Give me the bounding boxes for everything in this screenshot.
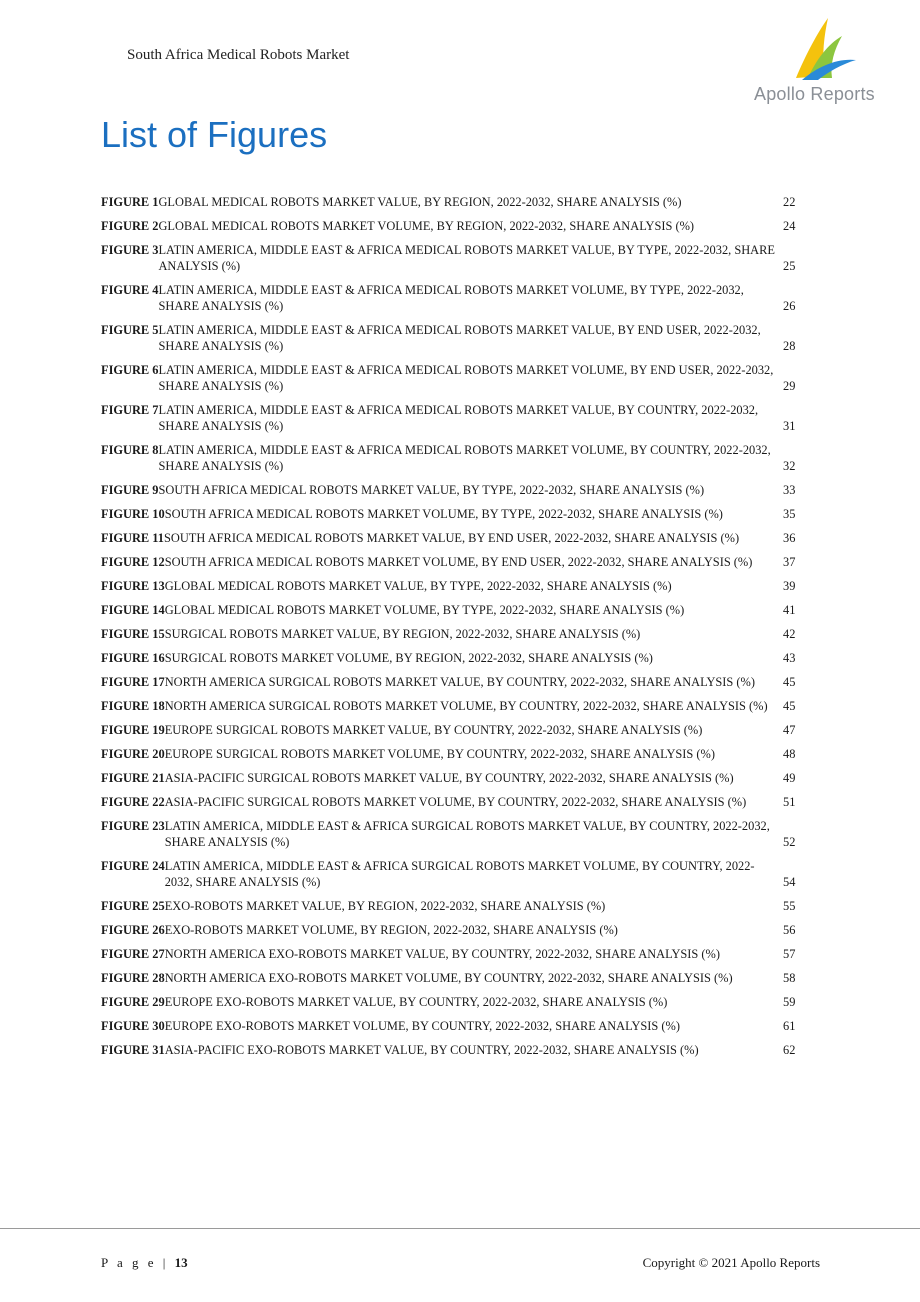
figure-label: FIGURE 14 (101, 603, 165, 617)
figure-page-number: 43 (783, 651, 796, 665)
figure-page-number: 55 (783, 899, 796, 913)
figure-title: GLOBAL MEDICAL ROBOTS MARKET VOLUME, BY TYPE, 2022-2032, SHARE ANALYSIS (%) (164, 603, 685, 617)
figure-label: FIGURE 18 (101, 699, 165, 713)
figure-label: FIGURE 17 (101, 675, 165, 689)
figure-label: FIGURE 5 (101, 323, 159, 337)
figure-label: FIGURE 19 (101, 723, 165, 737)
figure-entry[interactable] (101, 1018, 821, 1034)
figure-page-number: 47 (783, 723, 796, 737)
figure-page-number: 33 (783, 483, 796, 497)
figure-entry[interactable] (101, 698, 821, 714)
figure-page-number: 37 (783, 555, 796, 569)
figure-title: LATIN AMERICA, MIDDLE EAST & AFRICA MEDICAL ROBOTS MARKET VOLUME, BY COUNTRY, 2022-2032, SHARE ANALYSIS (%) (158, 443, 771, 473)
figure-label: FIGURE 1 (101, 195, 159, 209)
figure-entry[interactable] (101, 554, 821, 570)
figure-page-number: 61 (783, 1019, 796, 1033)
document-header-title: South Africa Medical Robots Market (127, 47, 350, 63)
figure-title: NORTH AMERICA EXO-ROBOTS MARKET VALUE, BY COUNTRY, 2022-2032, SHARE ANALYSIS (%) (164, 947, 720, 961)
figure-page-number: 39 (783, 579, 796, 593)
figure-entry[interactable] (101, 218, 821, 234)
figure-entry[interactable] (101, 650, 821, 666)
figure-label: FIGURE 7 (101, 403, 159, 417)
figure-entry[interactable] (101, 922, 821, 938)
figure-entry[interactable] (101, 602, 821, 618)
figure-entry[interactable] (101, 770, 821, 786)
figure-title: GLOBAL MEDICAL ROBOTS MARKET VOLUME, BY REGION, 2022-2032, SHARE ANALYSIS (%) (158, 219, 695, 233)
figure-title: SURGICAL ROBOTS MARKET VALUE, BY REGION, 2022-2032, SHARE ANALYSIS (%) (164, 627, 641, 641)
figure-page-number: 57 (783, 947, 796, 961)
figure-entry[interactable] (101, 242, 821, 274)
figure-entry[interactable] (101, 530, 821, 546)
figure-entry[interactable] (101, 674, 821, 690)
figure-title: EUROPE SURGICAL ROBOTS MARKET VALUE, BY COUNTRY, 2022-2032, SHARE ANALYSIS (%) (164, 723, 703, 737)
figure-label: FIGURE 27 (101, 947, 165, 961)
figure-entry[interactable] (101, 746, 821, 762)
figure-label: FIGURE 16 (101, 651, 165, 665)
figure-title: LATIN AMERICA, MIDDLE EAST & AFRICA MEDICAL ROBOTS MARKET VOLUME, BY END USER, 2022-2032, SHARE ANALYSIS (%) (158, 363, 774, 393)
figure-title: ASIA-PACIFIC SURGICAL ROBOTS MARKET VOLUME, BY COUNTRY, 2022-2032, SHARE ANALYSIS (%) (164, 795, 747, 809)
footer-divider (0, 1228, 920, 1229)
footer-copyright: Copyright © 2021 Apollo Reports (642, 1255, 820, 1270)
figure-page-number: 59 (783, 995, 796, 1009)
figure-title: LATIN AMERICA, MIDDLE EAST & AFRICA MEDICAL ROBOTS MARKET VALUE, BY COUNTRY, 2022-2032, SHARE ANALYSIS (%) (158, 403, 759, 433)
figure-title: SOUTH AFRICA MEDICAL ROBOTS MARKET VOLUME, BY TYPE, 2022-2032, SHARE ANALYSIS (%) (164, 507, 723, 521)
figure-title: NORTH AMERICA SURGICAL ROBOTS MARKET VALUE, BY COUNTRY, 2022-2032, SHARE ANALYSIS (%) (164, 675, 755, 689)
figure-label: FIGURE 25 (101, 899, 165, 913)
figure-entry[interactable] (101, 482, 821, 498)
figure-entry[interactable] (101, 794, 821, 810)
logo-mark-icon (788, 14, 860, 82)
figure-label: FIGURE 11 (101, 531, 164, 545)
figure-page-number: 49 (783, 771, 796, 785)
apollo-reports-logo (748, 14, 898, 109)
figure-label: FIGURE 12 (101, 555, 165, 569)
figure-page-number: 62 (783, 1043, 796, 1057)
figure-page-number: 41 (783, 603, 796, 617)
figure-label: FIGURE 6 (101, 363, 159, 377)
figure-title: EUROPE EXO-ROBOTS MARKET VALUE, BY COUNTRY, 2022-2032, SHARE ANALYSIS (%) (164, 995, 668, 1009)
figure-entry[interactable] (101, 506, 821, 522)
figure-entry[interactable] (101, 1042, 821, 1058)
figure-entry[interactable] (101, 194, 821, 210)
figure-page-number: 56 (783, 923, 796, 937)
figure-label: FIGURE 9 (101, 483, 159, 497)
figure-entry[interactable] (101, 282, 821, 314)
figure-label: FIGURE 24 (101, 859, 165, 873)
figure-label: FIGURE 13 (101, 579, 165, 593)
figure-page-number: 45 (783, 675, 796, 689)
figure-label: FIGURE 2 (101, 219, 159, 233)
figure-title: NORTH AMERICA SURGICAL ROBOTS MARKET VOLUME, BY COUNTRY, 2022-2032, SHARE ANALYSIS (%) (164, 699, 768, 713)
figure-title: ASIA-PACIFIC SURGICAL ROBOTS MARKET VALUE, BY COUNTRY, 2022-2032, SHARE ANALYSIS (%) (164, 771, 734, 785)
figure-label: FIGURE 30 (101, 1019, 165, 1033)
figure-page-number: 32 (783, 459, 796, 473)
figure-entry[interactable] (101, 858, 821, 890)
figure-label: FIGURE 28 (101, 971, 165, 985)
figure-label: FIGURE 3 (101, 243, 159, 257)
figure-label: FIGURE 4 (101, 283, 159, 297)
figure-title: GLOBAL MEDICAL ROBOTS MARKET VALUE, BY TYPE, 2022-2032, SHARE ANALYSIS (%) (164, 579, 672, 593)
figure-label: FIGURE 31 (101, 1043, 165, 1057)
figure-title: SOUTH AFRICA MEDICAL ROBOTS MARKET VALUE, BY END USER, 2022-2032, SHARE ANALYSIS (%) (164, 531, 740, 545)
figure-label: FIGURE 21 (101, 771, 165, 785)
figure-page-number: 31 (783, 419, 796, 433)
figure-label: FIGURE 22 (101, 795, 165, 809)
figure-page-number: 22 (783, 195, 796, 209)
figure-title: ASIA-PACIFIC EXO-ROBOTS MARKET VALUE, BY COUNTRY, 2022-2032, SHARE ANALYSIS (%) (164, 1043, 699, 1057)
figure-entry[interactable] (101, 362, 821, 394)
figure-label: FIGURE 23 (101, 819, 165, 833)
figure-label: FIGURE 20 (101, 747, 165, 761)
figure-title: LATIN AMERICA, MIDDLE EAST & AFRICA SURGICAL ROBOTS MARKET VOLUME, BY COUNTRY, 2022-2032, SHARE ANALYSIS (%) (164, 859, 755, 889)
figure-label: FIGURE 15 (101, 627, 165, 641)
figure-title: LATIN AMERICA, MIDDLE EAST & AFRICA MEDICAL ROBOTS MARKET VALUE, BY TYPE, 2022-2032, SHARE ANALYSIS (%) (158, 243, 775, 273)
figure-page-number: 35 (783, 507, 796, 521)
footer-page-number (101, 1255, 188, 1271)
figure-title: EXO-ROBOTS MARKET VALUE, BY REGION, 2022-2032, SHARE ANALYSIS (%) (164, 899, 606, 913)
figure-page-number: 54 (783, 875, 796, 889)
figure-page-number: 58 (783, 971, 796, 985)
figure-entry[interactable] (101, 578, 821, 594)
figure-entry[interactable] (101, 946, 821, 962)
figure-page-number: 42 (783, 627, 796, 641)
figure-title: EUROPE EXO-ROBOTS MARKET VOLUME, BY COUNTRY, 2022-2032, SHARE ANALYSIS (%) (164, 1019, 680, 1033)
figure-title: EXO-ROBOTS MARKET VOLUME, BY REGION, 2022-2032, SHARE ANALYSIS (%) (164, 923, 618, 937)
figure-title: LATIN AMERICA, MIDDLE EAST & AFRICA MEDICAL ROBOTS MARKET VALUE, BY END USER, 2022-2032, SHARE ANALYSIS (%) (158, 323, 761, 353)
figure-entry[interactable] (101, 994, 821, 1010)
figure-entry[interactable] (101, 818, 821, 850)
figure-title: SOUTH AFRICA MEDICAL ROBOTS MARKET VALUE, BY TYPE, 2022-2032, SHARE ANALYSIS (%) (158, 483, 705, 497)
figure-title: NORTH AMERICA EXO-ROBOTS MARKET VOLUME, BY COUNTRY, 2022-2032, SHARE ANALYSIS (%) (164, 971, 733, 985)
figure-entry[interactable] (101, 402, 821, 434)
footer-page-prefix: P a g e | (101, 1255, 169, 1270)
figure-title: LATIN AMERICA, MIDDLE EAST & AFRICA SURGICAL ROBOTS MARKET VALUE, BY COUNTRY, 2022-2032, SHARE ANALYSIS (%) (164, 819, 770, 849)
figure-title: LATIN AMERICA, MIDDLE EAST & AFRICA MEDICAL ROBOTS MARKET VOLUME, BY TYPE, 2022-2032, SHARE ANALYSIS (%) (158, 283, 744, 313)
figure-page-number: 51 (783, 795, 796, 809)
figure-page-number: 26 (783, 299, 796, 313)
figure-entry[interactable] (101, 722, 821, 738)
figure-label: FIGURE 10 (101, 507, 165, 521)
figure-page-number: 24 (783, 219, 796, 233)
figure-page-number: 28 (783, 339, 796, 353)
logo-brand-text: Apollo Reports (754, 84, 875, 104)
figure-title: GLOBAL MEDICAL ROBOTS MARKET VALUE, BY REGION, 2022-2032, SHARE ANALYSIS (%) (158, 195, 682, 209)
figure-label: FIGURE 29 (101, 995, 165, 1009)
figure-label: FIGURE 8 (101, 443, 159, 457)
page-title: List of Figures (101, 114, 328, 155)
figure-entry[interactable] (101, 970, 821, 986)
footer-page-value: 13 (174, 1255, 188, 1270)
figure-page-number: 29 (783, 379, 796, 393)
figure-title: SURGICAL ROBOTS MARKET VOLUME, BY REGION, 2022-2032, SHARE ANALYSIS (%) (164, 651, 653, 665)
figure-page-number: 52 (783, 835, 796, 849)
figure-page-number: 25 (783, 259, 796, 273)
figure-entry[interactable] (101, 322, 821, 354)
figure-label: FIGURE 26 (101, 923, 165, 937)
figure-title: SOUTH AFRICA MEDICAL ROBOTS MARKET VOLUME, BY END USER, 2022-2032, SHARE ANALYSIS (%) (164, 555, 753, 569)
figure-page-number: 48 (783, 747, 796, 761)
list-of-figures (101, 194, 821, 1066)
figure-entry[interactable] (101, 898, 821, 914)
figure-entry[interactable] (101, 442, 821, 474)
figure-title: EUROPE SURGICAL ROBOTS MARKET VOLUME, BY COUNTRY, 2022-2032, SHARE ANALYSIS (%) (164, 747, 715, 761)
figure-page-number: 45 (783, 699, 796, 713)
figure-entry[interactable] (101, 626, 821, 642)
figure-page-number: 36 (783, 531, 796, 545)
